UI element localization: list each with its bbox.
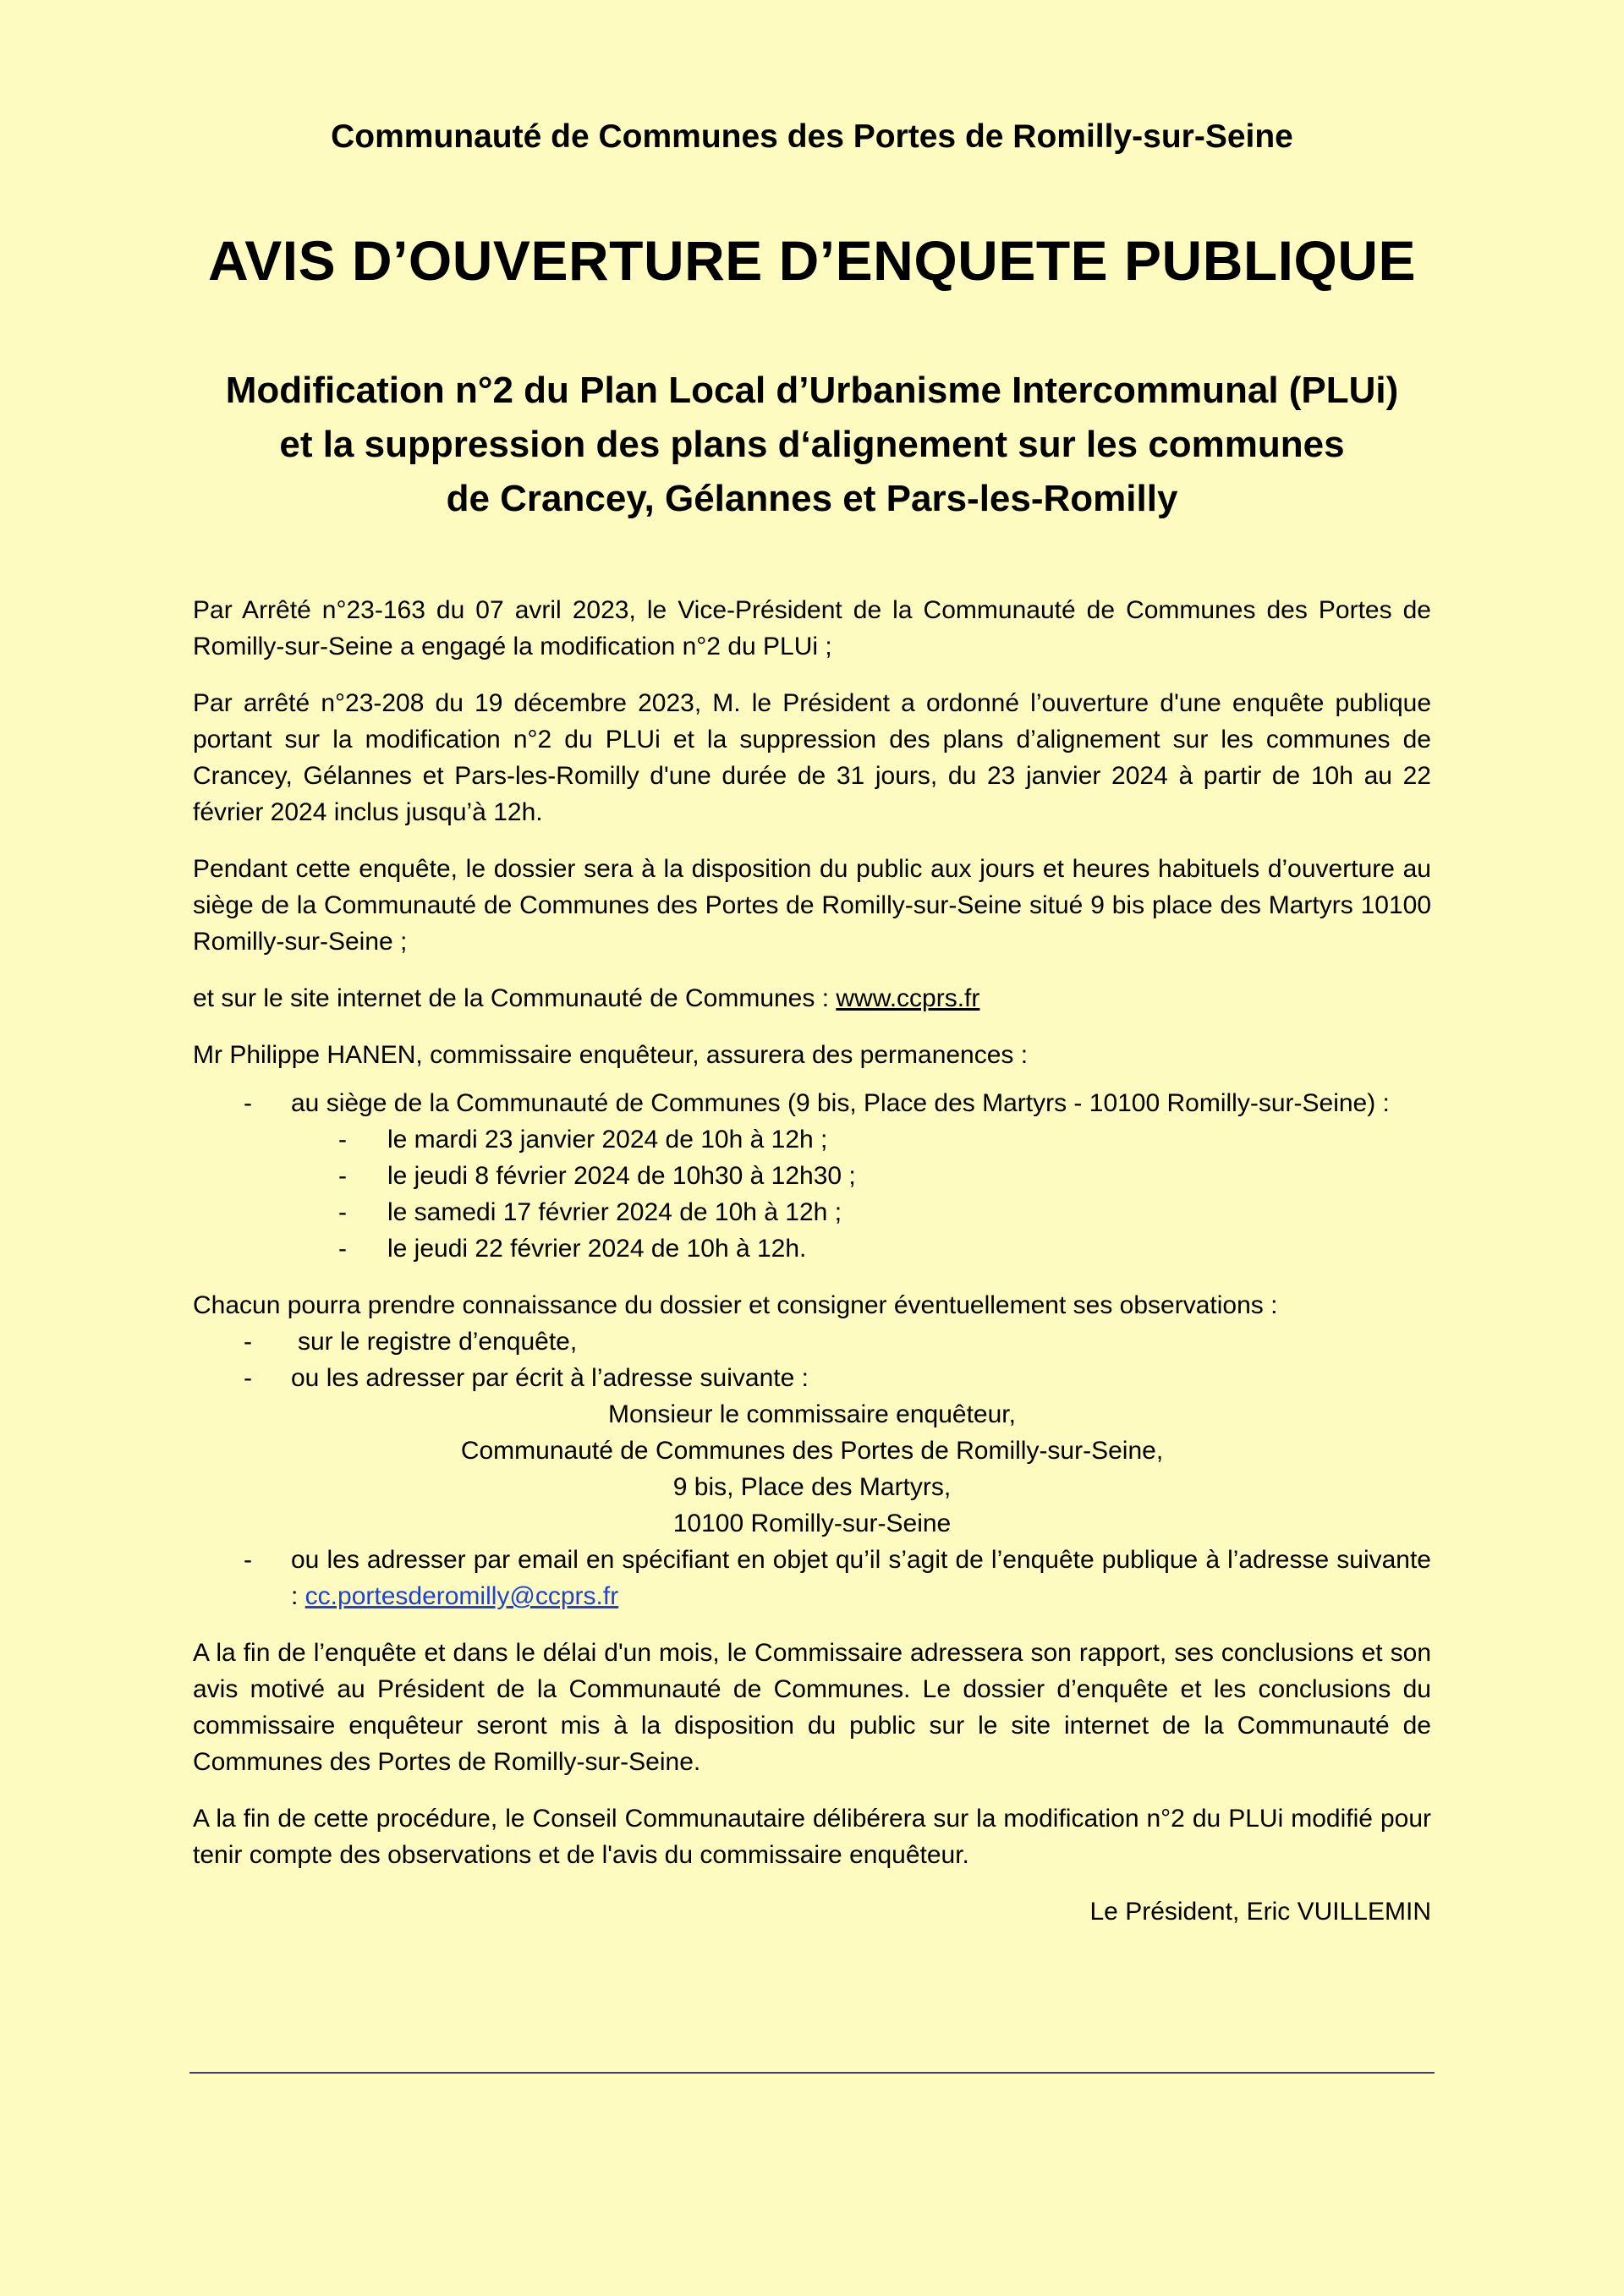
website-text: et sur le site internet de la Communauté de Communes :: [193, 984, 837, 1012]
postal-address: [193, 1396, 1431, 1542]
list-item: [193, 1542, 1431, 1614]
address-line: Communauté de Communes des Portes de Romilly-sur-Seine,: [460, 1437, 1164, 1465]
signature: Le Président, Eric VUILLEMIN: [1089, 1898, 1431, 1926]
list-dash: -: [244, 1364, 252, 1392]
page-title: AVIS D’OUVERTURE D’ENQUETE PUBLIQUE: [207, 229, 1417, 292]
address-line: 10100 Romilly-sur-Seine: [672, 1510, 952, 1537]
list-item: [193, 1323, 1431, 1360]
permanence-location: [193, 1085, 1431, 1121]
paragraph-arrete-2: Par arrêté n°23-208 du 19 décembre 2023, M. le Président a ordonné l’ouverture d'une enquête publique portant sur la modification n°2 du PLUi et la suppression des plans d’alignement sur les communes de Crancey, Gélannes et Pars-les-Romilly d'une durée de 31 jours, du 23 janvier 2024 à partir de 10h au 22 février 2024 inclus jusqu’à 12h.: [193, 689, 1431, 826]
paragraph-dossier: Pendant cette enquête, le dossier sera à la disposition du public aux jours et heures habituels d’ouverture au siège de la Communauté de Communes des Portes de Romilly-sur-Seine situé 9 bis place des Martyrs 10100 Romilly-sur-Seine ;: [193, 855, 1431, 956]
organisation-name: Communauté de Communes des Portes de Romilly-sur-Seine: [331, 118, 1293, 155]
list-item: [193, 1194, 1431, 1230]
paragraph-rapport: A la fin de l’enquête et dans le délai d'un mois, le Commissaire adressera son rapport, ses conclusions et son avis motivé au Président de la Communauté de Communes. Le dossier d’enquête et les conclusions du commissaire enquêteur seront mis à la disposition du public sur le site internet de la Communauté de Communes des Portes de Romilly-sur-Seine.: [193, 1639, 1431, 1776]
bottom-divider: [189, 2072, 1435, 2074]
permanence-date: le jeudi 22 février 2024 de 10h à 12h.: [387, 1235, 807, 1263]
observation-email-text: ou les adresser par email en spécifiant en objet qu’il s’agit de l’enquête publique à l’adresse suivante :: [291, 1546, 1431, 1610]
subject-line-2: et la suppression des plans d‘alignement sur les communes: [279, 424, 1345, 465]
permanence-date: le mardi 23 janvier 2024 de 10h à 12h ;: [387, 1126, 828, 1153]
list-dash: -: [338, 1162, 347, 1190]
list-item: [193, 1360, 1431, 1396]
list-dash: -: [338, 1198, 347, 1226]
address-line: Monsieur le commissaire enquêteur,: [608, 1400, 1016, 1428]
subject-line-1: Modification n°2 du Plan Local d’Urbanisme Intercommunal (PLUi): [225, 370, 1399, 411]
paragraph-commissaire: Mr Philippe HANEN, commissaire enquêteur, assurera des permanences :: [193, 1041, 1029, 1069]
permanence-date: le jeudi 8 février 2024 de 10h30 à 12h30 ;: [387, 1162, 856, 1190]
paragraph-website: [193, 980, 1431, 1016]
observation-registre: sur le registre d’enquête,: [298, 1328, 578, 1356]
list-dash: -: [338, 1235, 347, 1263]
website-link[interactable]: www.ccprs.fr: [836, 984, 980, 1012]
paragraph-arrete-1: Par Arrêté n°23-163 du 07 avril 2023, le Vice-Président de la Communauté de Communes des Portes de Romilly-sur-Seine a engagé la modification n°2 du PLUi ;: [193, 596, 1431, 660]
list-item: [193, 1230, 1431, 1267]
permanence-location-text: au siège de la Communauté de Communes (9 bis, Place des Martyrs - 10100 Romilly-sur-Seine) :: [291, 1089, 1390, 1117]
list-item: [193, 1158, 1431, 1194]
permanence-date: le samedi 17 février 2024 de 10h à 12h ;: [387, 1198, 842, 1226]
subject-line-3: de Crancey, Gélannes et Pars-les-Romilly: [446, 478, 1178, 519]
observation-courrier: ou les adresser par écrit à l’adresse suivante :: [291, 1364, 809, 1392]
list-dash: -: [244, 1328, 252, 1356]
notice-body: [193, 592, 1431, 1930]
notice-subject: [0, 364, 1624, 526]
list-item: [193, 1121, 1431, 1158]
list-dash: -: [244, 1089, 252, 1117]
paragraph-procedure: A la fin de cette procédure, le Conseil Communautaire délibérera sur la modification n°2 du PLUi modifié pour tenir compte des observations et de l'avis du commissaire enquêteur.: [193, 1805, 1431, 1869]
list-dash: -: [244, 1546, 252, 1574]
email-link[interactable]: cc.portesderomilly@ccprs.fr: [304, 1582, 619, 1610]
address-line: 9 bis, Place des Martyrs,: [672, 1473, 952, 1501]
list-dash: -: [338, 1126, 347, 1153]
paragraph-observations: Chacun pourra prendre connaissance du dossier et consigner éventuellement ses observations :: [193, 1291, 1278, 1319]
